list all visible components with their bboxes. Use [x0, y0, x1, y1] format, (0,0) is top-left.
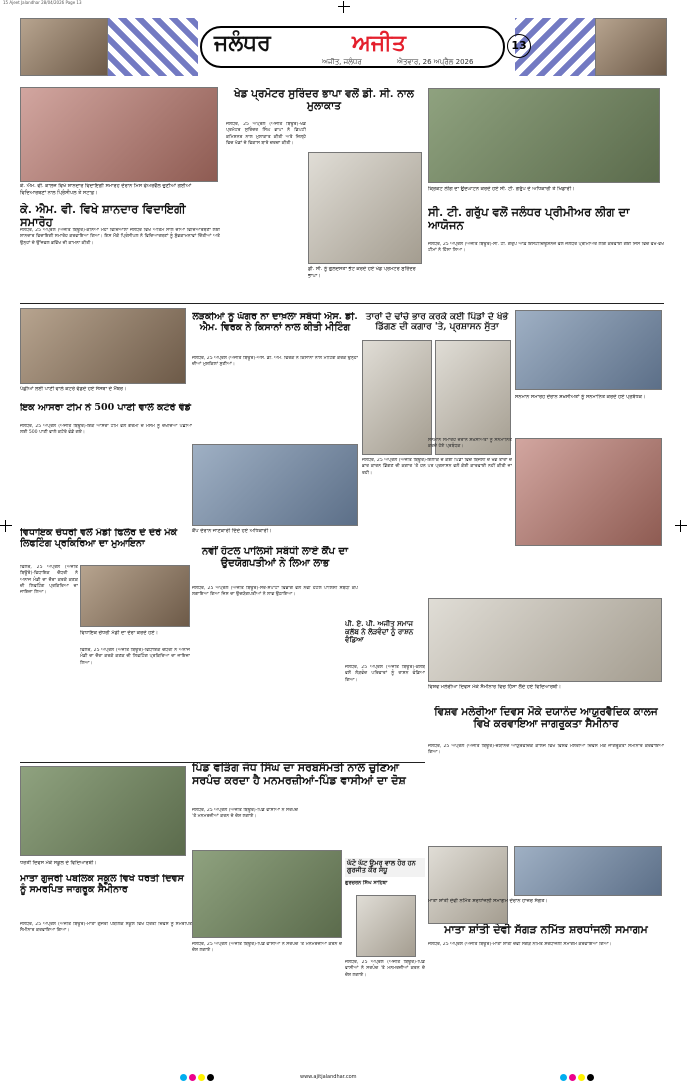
sports-headline: ਖੇਡ ਪ੍ਰਮੋਟਰ ਸੁਰਿੰਦਰ ਭਾਪਾ ਵਲੋਂ ਡੀ. ਸੀ. ਨਾਲ ਮੁਲਾਕਾਤ — [234, 88, 414, 113]
masthead — [20, 18, 667, 76]
award-photo — [515, 310, 662, 390]
pots-body: ਜਲੰਧਰ, 25 ਅਪ੍ਰੈਲ (ਅਜੀਤ ਬਿਊਰੋ)-ਇਕ ਆਸਰਾ ਟੀਮ ਵਲੋਂ ਗਰਮੀ ਦੇ ਮੌਸਮ ਨੂੰ ਦੇਖਦਿਆਂ ਪੰਛੀਆਂ ਲਈ 500 ਪਾਣੀ ਵਾਲੇ ਕਟੋਰੇ ਵੰਡੇ ਗਏ। — [20, 424, 192, 436]
masthead-title-box — [200, 26, 505, 68]
tourism-body: ਜਲੰਧਰ, 25 ਅਪ੍ਰੈਲ (ਅਜੀਤ ਬਿਊਰੋ)-ਸੈਰ-ਸਪਾਟਾ ਵਿਭਾਗ ਵਲੋਂ ਨਵੀਂ ਹੋਟਲ ਪਾਲਿਸੀ ਸਬੰਧੀ ਕੈਂਪ ਲਗਾਇਆ ਗਿਆ ਜਿਸ ਦਾ ਉਦਯੋਗਪਤੀਆਂ ਨੇ ਲਾਭ ਉਠਾਇਆ। — [192, 586, 358, 598]
tribute-caption: ਮਾਤਾ ਸ਼ਾਂਤੀ ਦੇਵੀ ਨਮਿੱਤ ਸ਼ਰਧਾਂਜਲੀ ਸਮਾਗਮ ਦੌਰਾਨ ਹਾਜ਼ਰ ਸੰਗਤ। — [428, 898, 548, 904]
profile-headline: ਘੱਟੋ ਘੱਟ ਉਮਰ ਵਾਲ ਹੋਰ ਹਨ ਗੁਰਜੀਤ ਕੌਰ ਸੰਧੂ — [345, 858, 425, 877]
event-photo — [515, 438, 662, 546]
tribute-portrait — [428, 846, 508, 924]
ct-group-body: ਜਲੰਧਰ, 25 ਅਪ੍ਰੈਲ (ਅਜੀਤ ਬਿਊਰੋ)-ਸੀ. ਟੀ. ਗਰੁੱਪ ਆਫ਼ ਇੰਸਟੀਚਿਊਸ਼ਨਜ਼ ਵਲੋਂ ਜਲੰਧਰ ਪ੍ਰੀਮੀਅਰ ਲੀਗ ਕਰਵਾਈ ਗਈ ਜਿਸ ਵਿਚ ਵੱਖ-ਵੱਖ ਟੀਮਾਂ ਨੇ ਹਿੱਸਾ ਲਿਆ। — [428, 242, 664, 254]
masthead-date: ਐਤਵਾਰ, 26 ਅਪ੍ਰੈਲ 2026 — [397, 58, 474, 66]
sports-body: ਜਲੰਧਰ, 25 ਅਪ੍ਰੈਲ (ਅਜੀਤ ਬਿਊਰੋ)-ਖੇਡ ਪ੍ਰਮੋਟਰ ਸੁਰਿੰਦਰ ਸਿੰਘ ਭਾਪਾ ਨੇ ਡਿਪਟੀ ਕਮਿਸ਼ਨਰ ਨਾਲ ਮੁਲਾਕਾਤ ਕੀਤੀ ਅਤੇ ਜ਼ਿਲ੍ਹੇ ਵਿਚ ਖੇਡਾਂ ਦੇ ਵਿਕਾਸ ਬਾਰੇ ਚਰਚਾ ਕੀਤੀ। — [226, 122, 306, 146]
registration-mark — [0, 520, 12, 532]
mandi-body-cont: ਫਿਲੌਰ, 25 ਅਪ੍ਰੈਲ (ਅਜੀਤ ਬਿਊਰੋ)-ਵਿਧਾਇਕ ਚੌਧਰੀ ਨੇ ਅਨਾਜ ਮੰਡੀ ਦਾ ਦੌਰਾ ਕਰਕੇ ਕਣਕ ਦੀ ਲਿਫਟਿੰਗ ਪ੍ਰਕਿਰਿਆ ਦਾ ਜਾਇਜ਼ਾ ਲਿਆ। — [80, 648, 190, 666]
meeting-body: ਜਲੰਧਰ, 25 ਅਪ੍ਰੈਲ (ਅਜੀਤ ਬਿਊਰੋ)-ਐਸ. ਡੀ. ਐਮ. ਵਿਰਕ ਨੇ ਕਿਸਾਨਾਂ ਨਾਲ ਮੀਟਿੰਗ ਕਰਕੇ ਉਨ੍ਹਾਂ ਦੀਆਂ ਮੁਸ਼ਕਿਲਾਂ ਸੁਣੀਆਂ। — [192, 356, 358, 368]
yellow-dot — [578, 1074, 585, 1081]
kmv-body: ਜਲੰਧਰ, 25 ਅਪ੍ਰੈਲ (ਅਜੀਤ ਬਿਊਰੋ)-ਕੰਨਿਆ ਮਹਾਂ ਵਿਦਿਆਲਾ ਜਲੰਧਰ ਵਿਖੇ ਅੰਤਿਮ ਸਾਲ ਦੀਆਂ ਵਿਦਿਆਰਥਣਾਂ ਲਈ ਸ਼ਾਨਦਾਰ ਵਿਦਾਇਗੀ ਸਮਾਰੋਹ ਕਰਵਾਇਆ ਗਿਆ। ਇਸ ਮੌਕੇ ਪ੍ਰਿੰਸੀਪਲ ਨੇ ਵਿਦਿਆਰਥਣਾਂ ਨੂੰ ਸ਼ੁੱਭਕਾਮਨਾਵਾਂ ਦਿੱਤੀਆਂ ਅਤੇ ਉਨ੍ਹਾਂ ਦੇ ਉੱਜਵਲ ਭਵਿੱਖ ਦੀ ਕਾਮਨਾ ਕੀਤੀ। — [20, 228, 220, 246]
village-body-cont: ਜਲੰਧਰ, 25 ਅਪ੍ਰੈਲ (ਅਜੀਤ ਬਿਊਰੋ)-ਪਿੰਡ ਵਾਸੀਆਂ ਨੇ ਸਰਪੰਚ 'ਤੇ ਮਨਮਰਜ਼ੀਆਂ ਕਰਨ ਦੇ ਦੋਸ਼ ਲਗਾਏ। — [192, 942, 342, 954]
magenta-dot — [189, 1074, 196, 1081]
section-divider — [20, 303, 664, 304]
malaria-headline: ਵਿਸ਼ਵ ਮਲੇਰੀਆ ਦਿਵਸ ਮੌਕੇ ਦਯਾਨੰਦ ਆਯੁਰਵੈਦਿਕ ਕਾਲਜ ਵਿਖੇ ਕਰਵਾਇਆ ਜਾਗਰੂਕਤਾ ਸੈਮੀਨਾਰ — [434, 706, 658, 731]
tribute-headline: ਮਾਤਾ ਸ਼ਾਂਤੀ ਦੇਵੀ ਸੱਗੜ ਨਮਿੱਤ ਸ਼ਰਧਾਂਜਲੀ ਸਮਾਗਮ — [444, 924, 648, 936]
malaria-body: ਜਲੰਧਰ, 25 ਅਪ੍ਰੈਲ (ਅਜੀਤ ਬਿਊਰੋ)-ਦਯਾਨੰਦ ਆਯੁਰਵੈਦਿਕ ਕਾਲਜ ਵਿਖੇ ਵਿਸ਼ਵ ਮਲੇਰੀਆ ਦਿਵਸ ਮੌਕੇ ਜਾਗਰੂਕਤਾ ਸੈਮੀਨਾਰ ਕਰਵਾਇਆ ਗਿਆ। — [428, 744, 664, 756]
masthead-title-ajeet: ਅਜੀਤ — [352, 30, 406, 56]
black-dot — [587, 1074, 594, 1081]
black-dot — [207, 1074, 214, 1081]
school-caption: ਧਰਤੀ ਦਿਵਸ ਮੌਕੇ ਸਕੂਲ ਦੇ ਵਿਦਿਆਰਥੀ। — [20, 860, 97, 866]
profile-body: ਜਲੰਧਰ, 25 ਅਪ੍ਰੈਲ (ਅਜੀਤ ਬਿਊਰੋ)-ਪਿੰਡ ਵਾਸੀਆਂ ਨੇ ਸਰਪੰਚ 'ਤੇ ਮਨਮਰਜ਼ੀਆਂ ਕਰਨ ਦੇ ਦੋਸ਼ ਲਗਾਏ। — [345, 960, 425, 978]
print-slug: 15 Ajeet Jalandhar 28/04/2026 Page 13 — [0, 0, 687, 8]
award-body: ਸਨਮਾਨ ਸਮਾਰੋਹ ਦੌਰਾਨ ਸ਼ਖ਼ਸੀਅਤਾਂ ਨੂੰ ਸਨਮਾਨਿਤ ਕਰਦੇ ਹੋਏ ਪ੍ਰਬੰਧਕ। — [428, 438, 512, 450]
mandi-headline: ਵਿਧਾਇਕ ਚੌਧਰੀ ਵਲੋਂ ਮੰਡੀ ਫਿਲੌਰ ਦੇ ਦੌਰੇ ਮੌਕੇ ਲਿਫਟਿੰਗ ਪ੍ਰਕਿਰਿਆ ਦਾ ਮੁਆਇਨਾ — [20, 528, 178, 549]
profile-photo — [356, 895, 416, 957]
mandi-caption: ਵਿਧਾਇਕ ਚੌਧਰੀ ਮੰਡੀ ਦਾ ਦੌਰਾ ਕਰਦੇ ਹੋਏ। — [80, 630, 158, 636]
aid-headline: ਪੀ. ਏ. ਪੀ. ਅਜੀਤ ਸਮਾਜ ਕਲੱਬ ਨੇ ਲੋੜਵੰਦਾਂ ਨੂੰ ਰਾਸ਼ਨ ਵੰਡਿਆ — [345, 620, 414, 645]
tourism-headline: ਨਵੀਂ ਹੋਟਲ ਪਾਲਿਸੀ ਸਬੰਧੀ ਲਾਏ ਕੈਂਪ ਦਾ ਉਦਯੋਗਪਤੀਆਂ ਨੇ ਲਿਆ ਲਾਭ — [202, 546, 348, 569]
registration-mark — [675, 520, 687, 532]
tribute-body: ਜਲੰਧਰ, 25 ਅਪ੍ਰੈਲ (ਅਜੀਤ ਬਿਊਰੋ)-ਮਾਤਾ ਸ਼ਾਂਤੀ ਦੇਵੀ ਸੱਗੜ ਨਮਿੱਤ ਸ਼ਰਧਾਂਜਲੀ ਸਮਾਗਮ ਕਰਵਾਇਆ ਗਿਆ। — [428, 942, 612, 947]
pots-headline: ਇਕ ਆਸਰਾ ਟੀਮ ਨੇ 500 ਪਾਣੀ ਵਾਲੇ ਕਟੋਰੇ ਵੰਡੇ — [20, 403, 191, 413]
magenta-dot — [569, 1074, 576, 1081]
masthead-title-jalandhar: ਜਲੰਧਰ — [214, 30, 271, 56]
school-photo — [20, 766, 186, 856]
award-caption: ਸਨਮਾਨ ਸਮਾਰੋਹ ਦੌਰਾਨ ਸ਼ਖ਼ਸੀਅਤਾਂ ਨੂੰ ਸਨਮਾਨਿਤ ਕਰਦੇ ਹੋਏ ਪ੍ਰਬੰਧਕ। — [515, 394, 646, 400]
kmv-caption: ਕੇ. ਐਮ. ਵੀ. ਕਾਲਜ ਵਿਖੇ ਸ਼ਾਨਦਾਰ ਵਿਦਾਇਗੀ ਸਮਾਰੋਹ ਦੌਰਾਨ ਮਿਸ ਫੇਅਰਵੈੱਲ ਚੁਣੀਆਂ ਗਈਆਂ ਵਿਦਿਆਰਥਣਾਂ ਨਾਲ ਪ੍ਰਿੰਸੀਪਲ ਤੇ ਸਟਾਫ਼। — [20, 183, 192, 196]
aid-body: ਜਲੰਧਰ, 25 ਅਪ੍ਰੈਲ (ਅਜੀਤ ਬਿਊਰੋ)-ਕਲੱਬ ਵਲੋਂ ਲੋੜਵੰਦ ਪਰਿਵਾਰਾਂ ਨੂੰ ਰਾਸ਼ਨ ਵੰਡਿਆ ਗਿਆ। — [345, 665, 425, 683]
malaria-photo — [428, 598, 662, 682]
ct-group-headline: ਸੀ. ਟੀ. ਗਰੁੱਪ ਵਲੋਂ ਜਲੰਧਰ ਪ੍ਰੀਮੀਅਰ ਲੀਗ ਦਾ ਆਯੋਜਨ — [428, 206, 630, 233]
wires-headline: ਤਾਰਾਂ ਦੇ ਢਾਂਚੇ ਭਾਰ ਕਰਕੇ ਕਈ ਪਿੰਡਾਂ ਦੇ ਖੰਭੇ ਡਿੱਗਣ ਦੀ ਕਗਾਰ 'ਤੇ, ਪ੍ਰਸ਼ਾਸਨ ਸੁੱਤਾ — [365, 312, 509, 333]
malaria-caption: ਵਿਸ਼ਵ ਮਲੇਰੀਆ ਦਿਵਸ ਮੌਕੇ ਸੈਮੀਨਾਰ ਵਿਚ ਹਿੱਸਾ ਲੈਂਦੇ ਹੋਏ ਵਿਦਿਆਰਥੀ। — [428, 684, 561, 690]
profile-name: ਗੁਰਚਰਨ ਸਿੰਘ ਸਾਹਿਬਾ — [345, 880, 388, 886]
sports-caption: ਡੀ. ਸੀ. ਨੂੰ ਗੁਲਦਸਤਾ ਭੇਟ ਕਰਦੇ ਹੋਏ ਖੇਡ ਪ੍ਰਮੋਟਰ ਸੁਰਿੰਦਰ ਭਾਪਾ। — [308, 266, 416, 279]
wires-body: ਜਲੰਧਰ, 25 ਅਪ੍ਰੈਲ (ਅਜੀਤ ਬਿਊਰੋ)-ਇਲਾਕੇ ਦੇ ਕਈ ਪਿੰਡਾਂ ਵਿਚ ਬਿਜਲੀ ਦੇ ਖੰਭੇ ਤਾਰਾਂ ਦੇ ਭਾਰ ਕਾਰਨ ਡਿੱਗਣ ਦੀ ਕਗਾਰ 'ਤੇ ਹਨ ਪਰ ਪ੍ਰਸ਼ਾਸਨ ਵਲੋਂ ਕੋਈ ਕਾਰਵਾਈ ਨਹੀਂ ਕੀਤੀ ਜਾ ਰਹੀ। — [362, 458, 512, 476]
cyan-dot — [180, 1074, 187, 1081]
tourism-caption: ਕੈਂਪ ਦੌਰਾਨ ਜਾਣਕਾਰੀ ਦਿੰਦੇ ਹੋਏ ਅਧਿਕਾਰੀ। — [192, 528, 272, 534]
meeting-headline: ਲੜਕੀਆਂ ਨੂੰ ਘੱਗਰ ਨਾ ਦਾਖ਼ਲਾ ਸਬੰਧੀ ਐਸ. ਡੀ. ਐਮ. ਵਿਰਕ ਨੇ ਕਿਸਾਨਾਂ ਨਾਲ ਕੀਤੀ ਮੀਟਿੰਗ — [192, 312, 358, 333]
masthead-subtitle: ਅਜੀਤ, ਜਲੰਧਰ — [322, 58, 362, 66]
mandi-photo — [80, 565, 190, 627]
footer-text: www.ajitjalandhar.com — [300, 1074, 357, 1080]
masthead-photo — [20, 18, 108, 76]
print-color-bar — [0, 1068, 687, 1089]
masthead-pattern — [108, 18, 198, 76]
ct-group-caption: ਕ੍ਰਿਕਟ ਲੀਗ ਦਾ ਉਦਘਾਟਨ ਕਰਦੇ ਹੋਏ ਸੀ. ਟੀ. ਗਰੁੱਪ ਦੇ ਅਧਿਕਾਰੀ ਤੇ ਖਿਡਾਰੀ। — [428, 186, 575, 192]
sports-photo — [308, 152, 422, 264]
page-number: 13 — [507, 34, 531, 58]
kmv-headline: ਕੇ. ਐਮ. ਵੀ. ਵਿਖੇ ਸ਼ਾਨਦਾਰ ਵਿਦਾਇਗੀ ਸਮਾਰੋਹ — [20, 203, 186, 230]
mandi-body: ਫਿਲੌਰ, 25 ਅਪ੍ਰੈਲ (ਅਜੀਤ ਬਿਊਰੋ)-ਵਿਧਾਇਕ ਚੌਧਰੀ ਨੇ ਅਨਾਜ ਮੰਡੀ ਦਾ ਦੌਰਾ ਕਰਕੇ ਕਣਕ ਦੀ ਲਿਫਟਿੰਗ ਪ੍ਰਕਿਰਿਆ ਦਾ ਜਾਇਜ਼ਾ ਲਿਆ। — [20, 565, 78, 596]
registration-mark — [338, 1, 350, 13]
village-headline: ਪਿੰਡ ਵੜਿੰਗ ਜੋਧ ਸਿੰਘ ਦਾ ਸਰਬਸੰਮਤੀ ਨਾਲ ਚੁਣਿਆ ਸਰਪੰਚ ਕਰਦਾ ਹੈ ਮਨਮਰਜ਼ੀਆਂ-ਪਿੰਡ ਵਾਸੀਆਂ ਦਾ ਦੋਸ਼ — [192, 762, 406, 787]
tribute-photo — [514, 846, 662, 896]
yellow-dot — [198, 1074, 205, 1081]
kmv-photo — [20, 87, 218, 182]
cyan-dot — [560, 1074, 567, 1081]
school-body: ਜਲੰਧਰ, 25 ਅਪ੍ਰੈਲ (ਅਜੀਤ ਬਿਊਰੋ)-ਮਾਤਾ ਗੁਜਰੀ ਪਬਲਿਕ ਸਕੂਲ ਵਿਖੇ ਧਰਤੀ ਦਿਵਸ ਨੂੰ ਸਮਰਪਿਤ ਸੈਮੀਨਾਰ ਕਰਵਾਇਆ ਗਿਆ। — [20, 922, 192, 934]
school-headline: ਮਾਤਾ ਗੁਜਰੀ ਪਬਲਿਕ ਸਕੂਲ ਵਿਖੇ ਧਰਤੀ ਦਿਵਸ ਨੂੰ ਸਮਰਪਿਤ ਜਾਗਰੂਕ ਸੈਮੀਨਾਰ — [20, 874, 184, 895]
masthead-building-photo — [595, 18, 667, 76]
village-photo — [192, 850, 342, 938]
ct-group-photo — [428, 88, 660, 183]
wires-photo-1 — [362, 340, 432, 455]
pots-photo — [20, 308, 186, 384]
pots-caption: ਪੰਛੀਆਂ ਲਈ ਪਾਣੀ ਵਾਲੇ ਕਟੋਰੇ ਵੰਡਦੇ ਹੋਏ ਸੰਸਥਾ ਦੇ ਮੈਂਬਰ। — [20, 386, 127, 392]
tourism-photo — [192, 444, 358, 526]
village-body: ਜਲੰਧਰ, 25 ਅਪ੍ਰੈਲ (ਅਜੀਤ ਬਿਊਰੋ)-ਪਿੰਡ ਵਾਸੀਆਂ ਨੇ ਸਰਪੰਚ 'ਤੇ ਮਨਮਰਜ਼ੀਆਂ ਕਰਨ ਦੇ ਦੋਸ਼ ਲਗਾਏ। — [192, 808, 298, 820]
